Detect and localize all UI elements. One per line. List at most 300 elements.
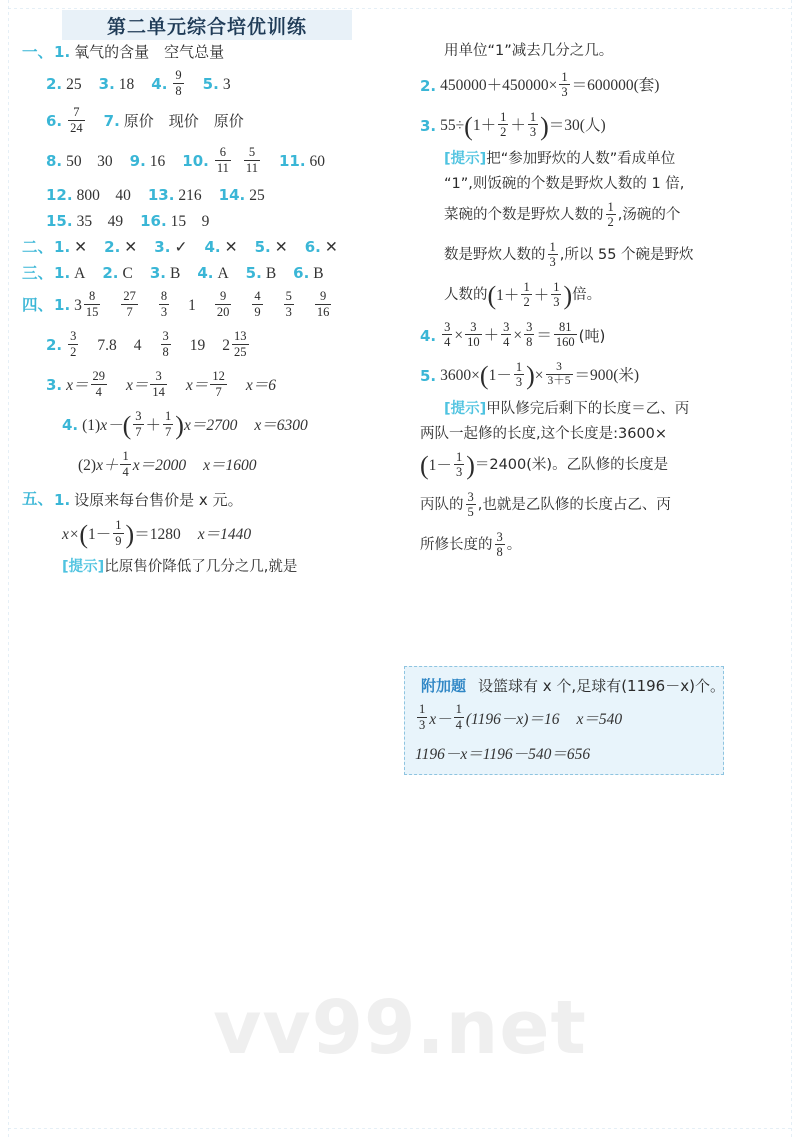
right-item-4 [420,319,780,350]
operator: ＋ [483,327,500,345]
right-item-2 [420,69,780,100]
fraction [244,146,260,174]
item-number: 13. [147,186,175,205]
item-value: 4 [133,336,142,354]
right-hint-5-line-4 [420,489,780,520]
denominator: 7 [215,384,222,399]
fraction [465,321,482,349]
numerator: 8 [160,289,168,304]
numerator: 1 [115,518,122,533]
numerator: 9 [220,289,227,304]
numerator: 1 [523,279,530,294]
fraction [113,519,123,547]
denominator: 15 [85,304,99,319]
item-number: 3. [420,116,437,135]
paren-open: ( [420,451,429,481]
section-4-marker: 四、 [22,295,54,314]
fraction [524,321,534,349]
answer-mark: ✕ [74,239,88,257]
hint-tag: [提示] [444,400,487,417]
section-1-marker: 一、 [22,43,54,61]
denominator: 2 [523,295,530,310]
equation-part: ＝30(人) [548,117,606,135]
numerator: 13 [234,329,247,344]
numerator: 6 [219,145,227,160]
denominator: 160 [555,335,575,350]
item-value: 氧气的含量 空气总量 [74,43,225,62]
item-number: 7. [103,111,120,130]
fraction [210,370,227,398]
numerator: 5 [248,145,256,160]
item-number: 2. [420,76,437,95]
numerator: 7 [73,105,80,120]
item-number: 16. [140,212,167,231]
denominator: 2 [500,125,507,140]
fraction [548,241,558,269]
denominator: 7 [126,304,133,319]
section-2-marker: 二、 [22,238,54,257]
equation-solution: x＝1440 [197,525,252,543]
right-hint-3-line-1 [420,152,780,168]
equation-part: 1－ [488,367,512,385]
paren-open: ( [79,519,89,549]
numerator: 3 [496,529,503,544]
right-hint-5-line-1 [420,402,780,418]
right-hint-3-line-2 [420,177,780,193]
item-value: 3 [222,75,231,93]
item-value: 25 [249,187,265,205]
bonus-equation-line [415,704,713,732]
item-number: 2. [102,264,119,283]
item-number: 3. [149,264,166,283]
operator: ＋ [145,416,162,434]
item-number: 8. [46,151,63,170]
numerator: 1 [455,702,462,716]
denominator: 3＋5 [547,375,571,388]
hint-text: “1”,则饭碗的个数是野炊人数的 1 倍, [444,175,685,192]
mixed-whole: 2 [222,336,231,354]
right-hint-5-line-2 [420,427,780,443]
section-4-line-2 [22,331,400,359]
item-value: 50 30 [66,152,113,170]
fraction [454,451,464,479]
hint-continuation [420,44,780,60]
fraction [121,290,138,318]
item-value: 35 49 [76,213,124,231]
equation-lhs: x＝ [126,376,149,394]
bonus-question-box [404,666,724,775]
fraction [68,330,78,358]
equation-solution: x＝6 [245,376,276,394]
section-1-line-3 [22,107,400,135]
denominator: 3 [529,125,537,140]
denominator: 4 [503,335,510,350]
item-number: 1. [54,264,71,283]
numerator: 4 [254,289,261,304]
right-hint-3-line-5 [420,279,780,311]
item-number: 4. [197,264,214,283]
page-border-bottom [8,1128,792,1129]
hint-text: 丙队的 [420,496,464,513]
equation-part: (1196－x)＝16 [465,711,560,728]
item-number: 2. [46,74,63,93]
item-number: 9. [129,151,146,170]
denominator: 3 [285,304,292,319]
denominator: 4 [122,464,129,479]
numerator: 3 [135,409,142,424]
operator: × [534,367,544,385]
hint-text: 比原售价降低了几分之几,就是 [104,559,298,576]
right-item-5 [420,359,780,391]
fraction [554,321,577,349]
fraction [173,69,183,97]
equation-lhs: x＝ [185,376,209,394]
numerator: 12 [212,369,225,384]
paren-close: ) [526,361,535,391]
solution-setup: 设原来每台售价是 x 元。 [74,490,243,509]
hint-text: 人数的 [444,286,488,303]
fraction [315,290,332,318]
item-value: 1 [188,296,196,314]
fraction [521,281,531,309]
paren-close: ) [540,111,549,141]
answer-choice: C [122,265,133,283]
fraction [284,290,294,318]
denominator: 8 [526,335,533,350]
watermark: vv99.net [213,985,587,1071]
denominator: 10 [467,335,480,350]
section-3-marker: 三、 [22,264,54,283]
fraction [215,290,232,318]
item-number: 5. [202,74,219,93]
fraction [150,370,167,398]
fraction [163,410,173,438]
item-number: 6. [46,111,63,130]
bonus-title: 附加题 [421,677,467,695]
numerator: 29 [92,369,106,384]
item-number: 10. [182,151,209,170]
denominator: 9 [254,304,261,319]
numerator: 3 [162,329,169,344]
hint-text: 菜碗的个数是野炊人数的 [444,206,604,223]
equation-part: ＝1280 [134,525,181,543]
equation-part: x－ [100,416,123,434]
equation-part: x－ [429,711,452,728]
section-4-line-4b [22,451,400,479]
sub-label: (2) [78,456,97,474]
hint-text: 倍。 [572,286,602,303]
numerator: 1 [607,199,614,214]
equation-part: x＝2000 [132,456,187,474]
operator: ＋ [533,287,550,305]
operator: ＋ [510,117,526,135]
fraction [546,362,573,388]
equation-solution: x＝1600 [203,456,257,474]
item-number: 4. [62,415,79,434]
item-value: 7.8 [97,336,117,354]
denominator: 2 [607,215,614,230]
section-2-line [22,239,400,256]
fraction [514,361,524,389]
section-5-hint [22,560,400,576]
unit-label: (吨) [578,326,606,345]
numerator: 1 [122,449,129,464]
numerator: 8 [89,289,96,304]
denominator: 16 [316,304,330,319]
right-hint-5-line-5 [420,529,780,560]
fraction [417,703,427,731]
denominator: 5 [467,505,474,520]
numerator: 9 [175,68,182,83]
paren-open: ( [479,361,489,391]
equation-solution: x＝6300 [254,416,308,434]
right-hint-3-line-3 [420,199,780,230]
numerator: 1 [500,109,507,124]
item-number: 14. [218,186,246,205]
page-title-banner [62,10,352,40]
item-value: 60 [309,152,326,170]
hint-text: ＝2400(米)。乙队修的长度是 [474,456,669,473]
right-column [420,44,780,572]
bonus-setup: 设篮球有 x 个,足球有(1196－x)个。 [478,677,725,695]
item-number: 3. [46,375,63,394]
fraction [495,531,505,559]
item-number: 5. [245,264,262,283]
numerator: 27 [123,289,136,304]
fraction [498,111,508,139]
numerator: 81 [559,319,572,334]
fraction [161,330,171,358]
answer-choice: A [217,265,229,283]
numerator: 3 [556,360,562,373]
equation-part: x＋ [96,456,119,474]
numerator: 3 [503,319,510,334]
item-number: 4. [420,326,437,345]
item-number: 2. [46,335,63,354]
fraction [551,281,561,309]
bonus-header [415,675,725,696]
item-number: 6. [293,264,310,283]
numerator: 1 [561,69,568,84]
operator: × [454,327,464,345]
item-number: 1. [54,490,71,509]
item-number: 12. [46,186,73,205]
item-number: 15. [46,212,73,231]
bonus-result-line [415,742,713,764]
hint-text: 数是野炊人数的 [444,246,546,263]
hint-text: ,汤碗的个 [617,206,681,223]
hint-text: 把“参加野炊的人数”看成单位 [486,150,676,167]
denominator: 3 [419,717,426,732]
numerator: 1 [419,702,426,716]
right-item-3 [420,109,780,141]
fraction [559,71,569,99]
item-number: 1. [54,43,71,62]
denominator: 11 [245,160,258,175]
answer-choice: B [265,265,277,283]
denominator: 4 [444,335,451,350]
equation-part: 1－ [428,457,452,475]
item-number: 2. [104,238,121,257]
section-1-line-6 [22,213,400,230]
denominator: 7 [165,424,172,439]
fraction [466,491,476,519]
hint-tag: [提示] [62,559,105,576]
fraction [133,410,143,438]
denominator: 7 [135,424,142,439]
equation-part: 55÷ [440,117,465,135]
item-value: 18 [118,75,135,93]
paren-close: ) [175,410,184,440]
answer-choice: A [74,265,86,283]
fraction [68,106,85,134]
fraction [91,370,108,398]
numerator: 1 [529,109,537,124]
paren-open: ( [487,281,497,311]
right-hint-5-line-3 [420,449,780,481]
result-expression: 1196－x＝1196－540＝656 [415,746,591,763]
hint-text: 甲队修完后剩下的长度＝乙、丙 [486,400,690,417]
section-1-line-1 [22,44,400,61]
numerator: 1 [549,239,556,254]
hint-text: 所修长度的 [420,536,493,553]
item-number: 1. [54,295,71,314]
paren-close: ) [125,519,135,549]
item-value: 原价 现价 原价 [123,111,244,130]
fraction [528,111,538,139]
answer-mark: ✕ [224,239,238,257]
item-number: 11. [278,151,306,170]
fraction [606,201,616,229]
section-5-line-1 [22,491,400,508]
denominator: 25 [234,344,247,359]
answer-choice: B [313,265,324,283]
hint-text: 两队一起修的长度,这个长度是:3600× [420,425,668,442]
denominator: 3 [549,255,556,270]
numerator: 3 [467,489,474,504]
hint-text: 。 [506,536,522,553]
section-5-equation [22,520,400,548]
item-value: 25 [66,75,82,93]
denominator: 2 [70,344,77,359]
equation-lhs: x＝ [66,376,89,394]
numerator: 3 [444,319,451,334]
numerator: 3 [470,319,477,334]
denominator: 14 [152,384,165,399]
paren-close: ) [466,451,475,481]
section-1-line-4 [22,147,400,175]
item-number: 5. [420,366,437,385]
hint-text: ,也就是乙队修的长度占乙、丙 [477,496,671,513]
denominator: 3 [455,465,463,480]
page-title: 第二单元综合培优训练 [106,15,307,38]
page-border-left [8,0,9,1137]
section-4-line-4a [22,411,400,439]
mixed-whole: 3 [74,296,82,314]
numerator: 1 [515,359,523,374]
denominator: 20 [216,304,230,319]
operator: × [513,327,523,345]
answer-mark: ✕ [274,239,288,257]
right-hint-3-line-4 [420,239,780,270]
denominator: 24 [70,120,83,135]
answer-mark: ✓ [174,239,188,257]
fraction [252,290,262,318]
item-value: 19 [189,336,206,354]
denominator: 4 [455,717,462,732]
item-number: 5. [254,238,271,257]
hint-text: 用单位“1”减去几分之几。 [444,43,614,59]
numerator: 3 [155,369,162,384]
answer-choice: B [169,265,181,283]
equation-solution: x＝540 [576,711,623,728]
denominator: 8 [162,344,169,359]
item-number: 4. [204,238,221,257]
section-1-line-2 [22,70,400,98]
denominator: 9 [115,533,122,548]
section-5-marker: 五、 [22,490,54,509]
equals-sign: ＝ [536,327,552,345]
equation-part: 450000＋450000× [440,77,558,95]
fraction [442,321,452,349]
numerator: 3 [70,329,77,344]
equation-part: ＝600000(套) [571,77,660,95]
item-value: 16 [149,152,166,170]
fraction [232,330,249,358]
hint-tag: [提示] [444,150,487,167]
section-3-line [22,265,400,282]
item-number: 6. [304,238,321,257]
fraction [454,703,464,731]
numerator: 1 [165,409,172,424]
answer-mark: ✕ [324,239,338,257]
section-1-line-5 [22,187,400,204]
equation-part: 1＋ [472,117,497,135]
page-border-right [791,0,792,1137]
item-value: 15 9 [170,213,210,231]
denominator: 3 [561,85,568,100]
section-4-line-3 [22,371,400,399]
equation-part: 1－ [88,525,112,543]
denominator: 8 [175,83,182,98]
denominator: 3 [553,295,560,310]
item-number: 3. [98,74,115,93]
denominator: 3 [515,375,523,390]
equation-part: 1＋ [496,287,520,305]
equation-part: x＝2700 [183,416,238,434]
paren-close: ) [563,281,573,311]
item-number: 1. [54,238,71,257]
item-value: 800 40 [76,187,131,205]
equation-part: x× [62,525,80,543]
numerator: 9 [320,289,327,304]
fraction [159,290,169,318]
paren-open: ( [464,111,473,141]
left-column [22,44,400,585]
numerator: 1 [455,449,463,464]
item-number: 3. [154,238,171,257]
page-border-top [8,8,792,9]
paren-open: ( [122,410,132,440]
denominator: 8 [496,545,503,560]
denominator: 3 [160,304,168,319]
equation-part: 3600× [440,367,480,385]
sub-label: (1) [82,416,101,434]
item-value: 216 [178,187,202,205]
numerator: 3 [526,319,533,334]
denominator: 11 [216,160,229,175]
section-4-line-1 [22,291,400,319]
